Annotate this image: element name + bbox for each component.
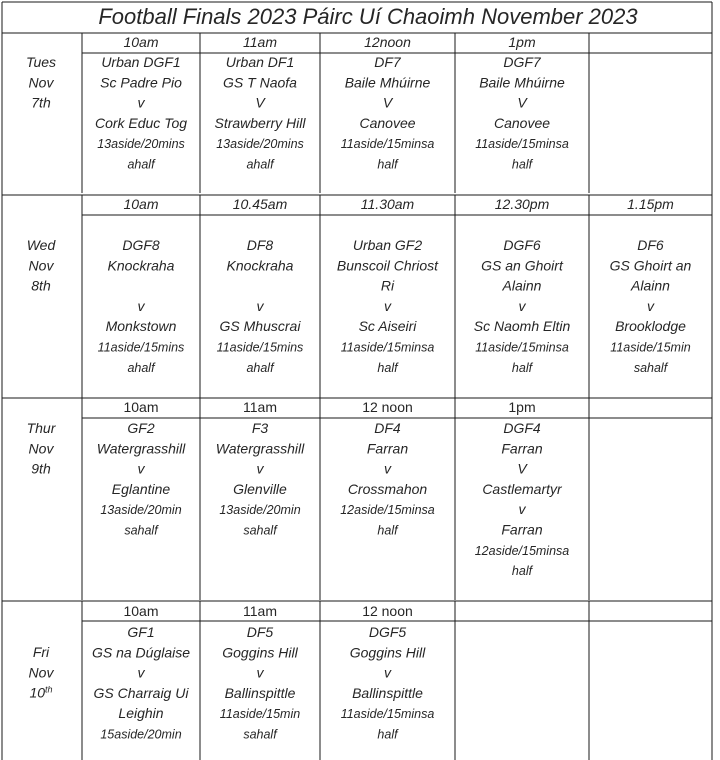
- time-slot: 10am: [123, 34, 159, 50]
- match-line: ahalf: [127, 157, 155, 172]
- match-line: 11aside/15minsa: [340, 137, 435, 152]
- match-line: Eglantine: [111, 480, 171, 497]
- match-line: Brooklodge: [615, 318, 686, 335]
- match-line: 12aside/15minsa: [474, 543, 570, 558]
- time-slot: 12 noon: [362, 603, 413, 619]
- match-line: Sc Naomh Eltin: [473, 318, 571, 335]
- match-line: 11aside/15minsa: [340, 707, 435, 722]
- match-line: GF1: [127, 624, 155, 640]
- match-line: Urban DGF1: [101, 54, 181, 70]
- day-label: 10th: [29, 684, 53, 701]
- day-label: 9th: [31, 460, 51, 477]
- match-line: DF8: [246, 237, 274, 253]
- match-line: Alainn: [502, 277, 542, 294]
- match-line: V: [255, 94, 265, 111]
- day-block: [26, 34, 569, 172]
- match-line: DF4: [374, 420, 401, 436]
- day-label: Tues: [25, 54, 57, 70]
- match-line: DGF7: [503, 54, 541, 70]
- match-line: v: [647, 297, 654, 314]
- match-line: Bunscoil Chriost: [336, 257, 439, 274]
- time-slot: 10am: [123, 603, 159, 619]
- match-line: 11aside/15minsa: [475, 340, 569, 355]
- match-line: v: [518, 501, 526, 518]
- match-line: half: [377, 523, 398, 538]
- match-line: DGF8: [122, 237, 160, 253]
- match-line: Leighin: [118, 705, 164, 722]
- match-line: Goggins Hill: [222, 644, 298, 661]
- match-line: DF6: [637, 237, 664, 253]
- match-line: Urban GF2: [352, 237, 423, 253]
- match-line: half: [511, 564, 533, 579]
- match-line: Monkstown: [105, 318, 177, 335]
- day-label: Nov: [28, 440, 54, 457]
- day-label: Nov: [28, 257, 54, 274]
- match-line: 11aside/15min: [219, 707, 301, 722]
- match-line: Farran: [501, 440, 543, 457]
- match-line: 13aside/20min: [100, 503, 182, 518]
- day-label: Fri: [32, 644, 50, 660]
- ordinal-suffix: th: [45, 684, 53, 695]
- match-line: Ballinspittle: [352, 684, 423, 701]
- time-slot: 10am: [123, 196, 159, 212]
- match-line: Canovee: [493, 114, 551, 131]
- match-line: sahalf: [243, 727, 277, 742]
- match-line: Farran: [501, 521, 543, 538]
- match-line: Cork Educ Tog: [94, 114, 188, 131]
- match-line: Castlemartyr: [482, 480, 562, 497]
- match-line: v: [256, 460, 264, 477]
- match-line: half: [511, 157, 533, 172]
- match-line: v: [384, 664, 391, 681]
- time-slot: 10am: [123, 399, 159, 415]
- match-line: GS Charraig Ui: [93, 684, 189, 701]
- time-slot: 12noon: [364, 34, 411, 50]
- time-slot: 11.30am: [360, 196, 415, 212]
- match-line: 12aside/15minsa: [340, 503, 435, 518]
- match-line: sahalf: [124, 523, 158, 538]
- match-line: Knockraha: [226, 257, 294, 274]
- match-line: GS Ghoirt an: [609, 257, 692, 274]
- time-slot: 12 noon: [362, 399, 413, 415]
- match-line: V: [517, 94, 527, 111]
- match-line: ahalf: [127, 360, 155, 375]
- match-line: ahalf: [246, 360, 274, 375]
- match-line: 11aside/15min: [610, 340, 691, 355]
- match-line: v: [137, 460, 145, 477]
- match-line: DGF4: [503, 420, 541, 436]
- match-line: v: [518, 297, 526, 314]
- day-label: 8th: [31, 277, 51, 294]
- time-slot: 12.30pm: [494, 196, 550, 212]
- match-line: GS na Dúglaise: [91, 644, 191, 661]
- match-line: GF2: [127, 420, 155, 436]
- match-line: 11aside/15mins: [216, 340, 304, 355]
- day-block: [29, 603, 435, 742]
- match-line: V: [517, 460, 527, 477]
- match-line: Knockraha: [107, 257, 175, 274]
- match-line: Urban DF1: [225, 54, 295, 70]
- time-slot: 11am: [243, 34, 277, 50]
- match-line: Glenville: [233, 480, 287, 497]
- match-line: ahalf: [246, 157, 274, 172]
- time-slot: 10.45am: [232, 196, 288, 212]
- match-line: 13aside/20mins: [216, 137, 304, 152]
- day-label: Nov: [28, 664, 54, 681]
- time-slot: 1.15pm: [627, 196, 674, 212]
- day-label: Thur: [26, 420, 56, 436]
- match-line: Strawberry Hill: [214, 114, 306, 131]
- day-label: Wed: [26, 237, 56, 253]
- match-line: v: [137, 94, 145, 111]
- schedule-body: [26, 34, 692, 742]
- match-line: 11aside/15minsa: [475, 137, 569, 152]
- match-line: Watergrasshill: [215, 440, 305, 457]
- match-line: DF7: [374, 54, 401, 70]
- match-line: v: [137, 297, 145, 314]
- match-line: v: [256, 664, 264, 681]
- match-line: Ri: [380, 277, 395, 294]
- match-line: GS T Naofa: [223, 74, 297, 91]
- match-line: Baile Mhúirne: [479, 74, 565, 91]
- time-slot: 1pm: [508, 399, 536, 415]
- match-line: half: [377, 360, 398, 375]
- match-line: v: [384, 460, 391, 477]
- match-line: 11aside/15mins: [97, 340, 185, 355]
- day-label: 7th: [31, 94, 51, 111]
- match-line: sahalf: [633, 360, 668, 375]
- match-line: F3: [251, 420, 269, 436]
- match-line: Farran: [366, 440, 409, 457]
- match-line: DF5: [246, 624, 274, 640]
- match-line: Goggins Hill: [349, 644, 426, 661]
- time-slot: 11am: [243, 603, 277, 619]
- match-line: 11aside/15minsa: [340, 340, 435, 355]
- match-line: half: [511, 360, 533, 375]
- match-line: Crossmahon: [347, 480, 428, 497]
- match-line: half: [377, 157, 398, 172]
- match-line: Sc Aiseiri: [358, 318, 417, 335]
- match-line: 15aside/20min: [100, 727, 182, 742]
- match-line: Sc Padre Pio: [100, 74, 182, 91]
- match-line: v: [384, 297, 391, 314]
- time-slot: 1pm: [508, 34, 536, 50]
- match-line: v: [256, 297, 264, 314]
- day-block: [27, 196, 692, 375]
- day-label: Nov: [28, 74, 54, 91]
- time-slot: 11am: [243, 399, 277, 415]
- match-line: DGF5: [368, 624, 407, 640]
- match-line: Canovee: [359, 114, 416, 131]
- match-line: Baile Mhúirne: [344, 74, 431, 91]
- table-title: Football Finals 2023 Páirc Uí Chaoimh November 2023: [98, 4, 638, 29]
- match-line: Alainn: [631, 277, 670, 294]
- match-line: half: [377, 727, 398, 742]
- match-line: GS Mhuscrai: [219, 318, 301, 335]
- match-line: sahalf: [243, 523, 277, 538]
- match-line: GS an Ghoirt: [481, 257, 563, 274]
- match-line: V: [382, 94, 393, 111]
- match-line: DGF6: [503, 237, 541, 253]
- match-line: v: [137, 664, 145, 681]
- match-line: 13aside/20mins: [97, 137, 185, 152]
- match-line: Watergrasshill: [96, 440, 186, 457]
- day-block: [27, 399, 570, 578]
- match-line: Ballinspittle: [224, 684, 296, 701]
- match-line: 13aside/20min: [219, 503, 301, 518]
